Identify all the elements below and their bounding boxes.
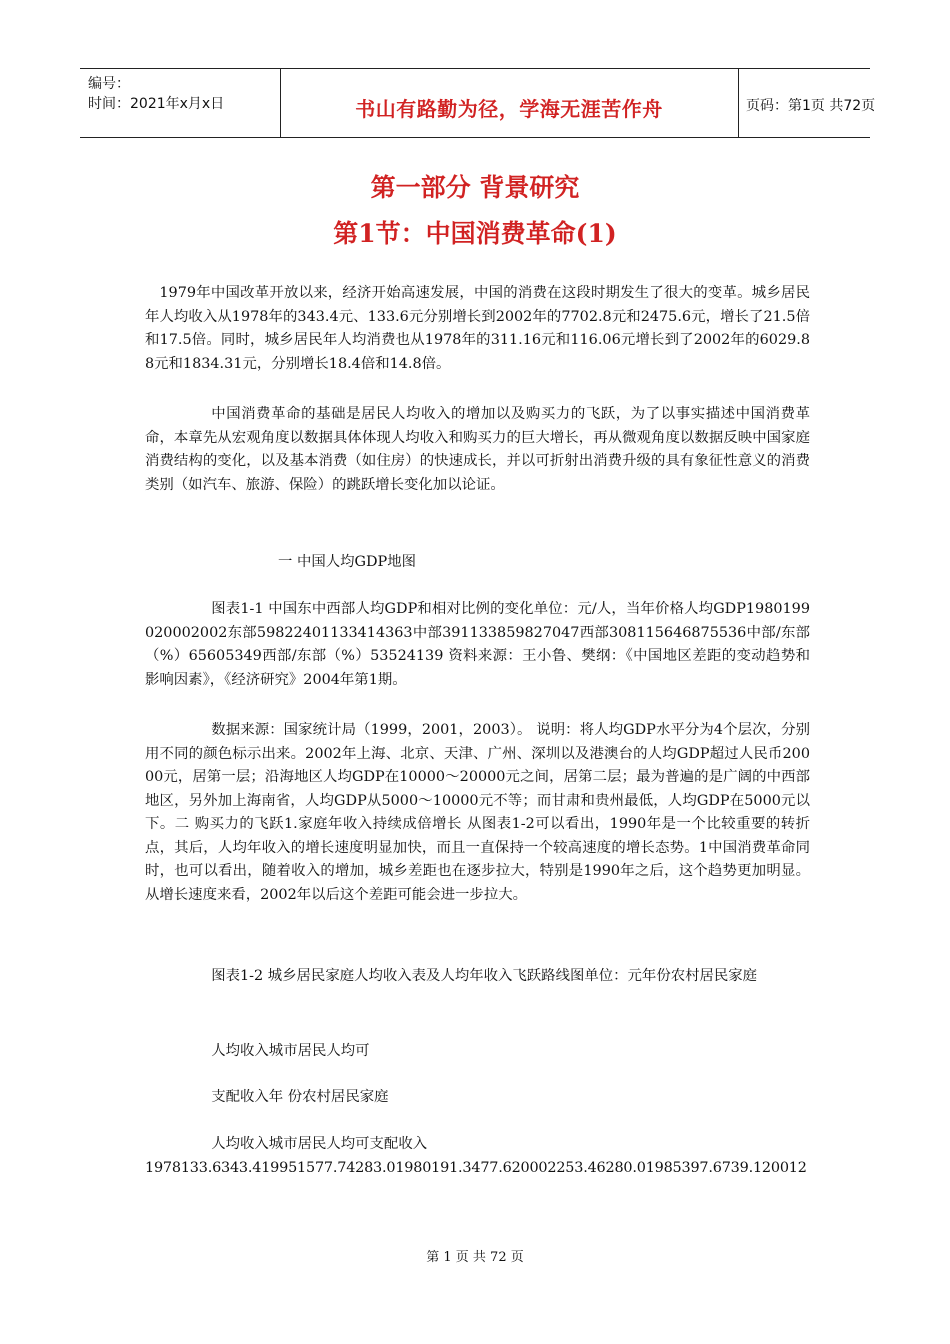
- data-number-line: 1978133.6343.419951577.74283.01980191.3477.620002253.46280.01985397.6739.120012: [145, 1160, 807, 1176]
- section-title: 第1节：中国消费革命(1): [333, 219, 617, 248]
- document-header: [80, 68, 876, 138]
- header-left-cell: [80, 69, 281, 137]
- paragraph-chart-1-2: 图表1-2 城乡居民家庭人均收入表及人均年收入飞跃路线图单位：元年份农村居民家庭: [211, 968, 758, 984]
- header-page-cell: [738, 69, 876, 137]
- document-number-label: 编号：: [88, 76, 130, 92]
- header-motto-cell: [280, 69, 739, 137]
- paragraph-income-3: 人均收入城市居民人均可支配收入: [211, 1136, 428, 1152]
- part-title: 第一部分 背景研究: [370, 173, 580, 202]
- paragraph-foundation: 中国消费革命的基础是居民人均收入的增加以及购买力的飞跃，为了以事实描述中国消费革命，本章先从宏观角度以数据具体体现人均收入和购买力的巨大增长，再从微观角度以数据反映中国家庭消费结构的变化，以及基本消费（如住房）的快速成长，并以可折射出消费升级的具有象征性意义的消费类别（如汽车、旅游、保险）的跳跃增长变化加以论证。: [145, 406, 810, 493]
- header-motto: 书山有路勤为径，学海无涯苦作舟: [355, 97, 663, 121]
- paragraph-chart-1-1: 图表1-1 中国东中西部人均GDP和相对比例的变化单位：元/人，当年价格人均GDP1980199020002002东部59822401133414363中部391133859827047西部308115646875536中部/东部（%）65605349西部/东部（%）53524139 资料来源：王小鲁、樊纲：《中国地区差距的变动趋势和影响因素》，《经济研究》2004年第1期。: [145, 601, 810, 688]
- page-footer: 第 1 页 共 72 页: [426, 1250, 524, 1265]
- paragraph-intro: 1979年中国改革开放以来，经济开始高速发展，中国的消费在这段时期发生了很大的变革。城乡居民年人均收入从1978年的343.4元、133.6元分别增长到2002年的7702.8元和2475.6元，增长了21.5倍和17.5倍。同时，城乡居民年人均消费也从1978年的311.16元和116.06元增长到了2002年的6029.88元和1834.31元，分别增长18.4倍和14.8倍。: [145, 285, 810, 372]
- paragraph-income-2: 支配收入年 份农村居民家庭: [211, 1089, 389, 1105]
- paragraph-income-1: 人均收入城市居民人均可: [211, 1043, 370, 1059]
- header-page-info: 页码：第1页 共72页: [746, 98, 876, 114]
- heading-gdp-map: 一 中国人均GDP地图: [278, 554, 417, 570]
- paragraph-data-source: 数据来源：国家统计局（1999，2001，2003）。 说明：将人均GDP水平分为4个层次，分别用不同的颜色标示出来。2002年上海、北京、天津、广州、深圳以及港澳台的人均GDP超过人民币20000元，居第一层；沿海地区人均GDP在10000～20000元之间，居第二层；最为普遍的是广阔的中西部地区，另外加上海南省，人均GDP从5000～10000元不等；而甘肃和贵州最低，人均GDP在5000元以下。二 购买力的飞跃1.家庭年收入持续成倍增长 从图表1-2可以看出，1990年是一个比较重要的转折点，其后，人均年收入的增长速度明显加快，而且一直保持一个较高速度的增长态势。1中国消费革命同时，也可以看出，随着收入的增加，城乡差距也在逐步拉大，特别是1990年之后，这个趋势更加明显。从增长速度来看，2002年以后这个差距可能会进一步拉大。: [145, 722, 810, 903]
- document-date: 时间：2021年x月x日: [88, 96, 225, 112]
